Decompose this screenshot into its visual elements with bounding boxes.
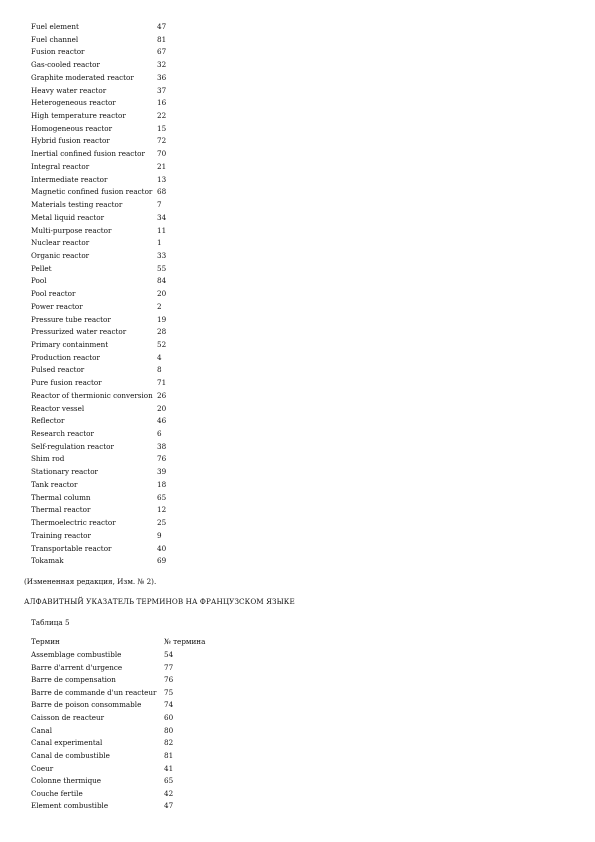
change-note: (Измененная редакция, Изм. № 2). — [24, 577, 157, 586]
term-name: Inertial confined fusion reactor — [31, 149, 145, 159]
term-number: 19 — [157, 314, 167, 324]
term-number: 32 — [157, 60, 167, 70]
term-name: Reflector — [31, 416, 65, 426]
term-name: Heterogeneous reactor — [31, 98, 116, 108]
term-name: Reactor vessel — [31, 403, 85, 413]
term-name: Organic reactor — [31, 250, 90, 260]
term-number: 16 — [157, 98, 167, 108]
term-number: 60 — [164, 713, 174, 723]
term-name: Pure fusion reactor — [31, 378, 102, 388]
term-number: 7 — [157, 200, 162, 210]
term-name: Power reactor — [31, 301, 83, 311]
term-number: 65 — [157, 492, 167, 502]
term-number: 72 — [157, 136, 167, 146]
term-number: 18 — [157, 479, 167, 489]
term-number: 68 — [157, 187, 167, 197]
term-number: 6 — [157, 429, 162, 439]
term-number: 12 — [157, 505, 167, 515]
term-number: 47 — [164, 801, 174, 811]
term-name: Element combustible — [31, 801, 109, 811]
term-name: Pulsed reactor — [31, 365, 85, 375]
term-number: 80 — [164, 725, 174, 735]
term-name: Nuclear reactor — [31, 238, 90, 248]
term-number: 13 — [157, 174, 167, 184]
table-label: Таблица 5 — [31, 618, 70, 627]
term-name: Production reactor — [31, 352, 100, 362]
term-name: Couche fertile — [31, 788, 83, 798]
term-number: 28 — [157, 327, 167, 337]
term-number: 81 — [157, 34, 167, 44]
term-name: Canal experimental — [31, 738, 103, 748]
term-name: Canal — [31, 725, 52, 735]
term-number: 65 — [164, 776, 174, 786]
term-number: 22 — [157, 111, 167, 121]
term-name: Gas-cooled reactor — [31, 60, 100, 70]
term-number: 1 — [157, 238, 162, 248]
term-name: Barre de commande d'un reacteur — [31, 687, 157, 697]
term-name: High temperature reactor — [31, 111, 126, 121]
term-number: 9 — [157, 530, 162, 540]
term-number: 74 — [164, 700, 174, 710]
term-name: Canal de combustible — [31, 750, 110, 760]
term-name: Heavy water reactor — [31, 85, 107, 95]
term-name: Fuel channel — [31, 34, 79, 44]
term-number: 39 — [157, 467, 167, 477]
term-name: Hybrid fusion reactor — [31, 136, 110, 146]
term-number: 33 — [157, 250, 167, 260]
term-number: 40 — [157, 543, 167, 553]
term-name: Pool — [31, 276, 47, 286]
term-number: 26 — [157, 390, 167, 400]
term-name: Tank reactor — [31, 479, 78, 489]
header-term: Термин — [31, 637, 60, 646]
term-name: Colonne thermique — [31, 776, 102, 786]
term-name: Training reactor — [31, 530, 91, 540]
term-number: 67 — [157, 47, 167, 57]
term-name: Primary containment — [31, 340, 109, 349]
term-number: 38 — [157, 441, 167, 451]
term-number: 20 — [157, 403, 167, 413]
term-name: Reactor of thermionic conversion — [31, 390, 153, 400]
term-name: Thermoelectric reactor — [31, 518, 116, 528]
term-name: Self-regulation reactor — [31, 441, 114, 451]
term-name: Pool reactor — [31, 289, 76, 299]
term-name: Tokamak — [31, 556, 64, 566]
term-name: Thermal reactor — [31, 505, 91, 515]
term-name: Barre de compensation — [31, 675, 116, 685]
term-name: Coeur — [31, 763, 54, 773]
term-number: 47 — [157, 22, 167, 31]
term-number: 54 — [164, 650, 174, 659]
term-name: Graphite moderated reactor — [31, 72, 134, 82]
term-number: 52 — [157, 340, 167, 349]
term-number: 55 — [157, 263, 167, 273]
term-name: Caisson de reacteur — [31, 713, 105, 723]
term-number: 11 — [157, 225, 167, 235]
term-number: 36 — [157, 72, 167, 82]
term-number: 25 — [157, 518, 167, 528]
term-number: 42 — [164, 788, 174, 798]
term-number: 77 — [164, 662, 174, 672]
term-name: Transportable reactor — [31, 543, 112, 553]
term-name: Pellet — [31, 263, 52, 273]
term-number: 69 — [157, 556, 167, 566]
term-name: Barre de poison consommable — [31, 700, 142, 710]
term-number: 21 — [157, 161, 167, 171]
term-name: Barre d'arrent d'urgence — [31, 662, 123, 672]
term-number: 37 — [157, 85, 167, 95]
term-number: 8 — [157, 365, 162, 375]
term-name: Fuel element — [31, 22, 79, 31]
term-name: Assemblage combustible — [31, 650, 122, 659]
french-index-heading: АЛФАВИТНЫЙ УКАЗАТЕЛЬ ТЕРМИНОВ НА ФРАНЦУЗСКОМ ЯЗЫКЕ — [24, 597, 295, 606]
term-name: Homogeneous reactor — [31, 123, 113, 133]
term-number: 84 — [157, 276, 167, 286]
term-name: Research reactor — [31, 429, 94, 439]
term-name: Pressure tube reactor — [31, 314, 111, 324]
term-name: Multi-purpose reactor — [31, 225, 112, 235]
term-name: Intermediate reactor — [31, 174, 108, 184]
term-number: 4 — [157, 352, 162, 362]
term-number: 75 — [164, 687, 174, 697]
header-number: № термина — [164, 637, 206, 646]
term-number: 34 — [157, 212, 167, 222]
term-number: 20 — [157, 289, 167, 299]
term-name: Integral reactor — [31, 161, 90, 171]
term-name: Materials testing reactor — [31, 200, 123, 210]
term-number: 70 — [157, 149, 167, 159]
term-number: 81 — [164, 750, 174, 760]
term-name: Stationary reactor — [31, 467, 98, 477]
term-name: Metal liquid reactor — [31, 212, 105, 222]
term-name: Pressurized water reactor — [31, 327, 127, 337]
term-name: Shim rod — [31, 454, 65, 464]
term-number: 15 — [157, 123, 167, 133]
term-number: 82 — [164, 738, 174, 748]
term-number: 76 — [157, 454, 167, 464]
term-name: Thermal column — [31, 492, 91, 502]
term-name: Magnetic confined fusion reactor — [31, 187, 153, 197]
term-number: 41 — [164, 763, 174, 773]
term-number: 71 — [157, 378, 167, 388]
term-name: Fusion reactor — [31, 47, 85, 57]
term-number: 76 — [164, 675, 174, 685]
term-number: 2 — [157, 301, 162, 311]
term-number: 46 — [157, 416, 167, 426]
